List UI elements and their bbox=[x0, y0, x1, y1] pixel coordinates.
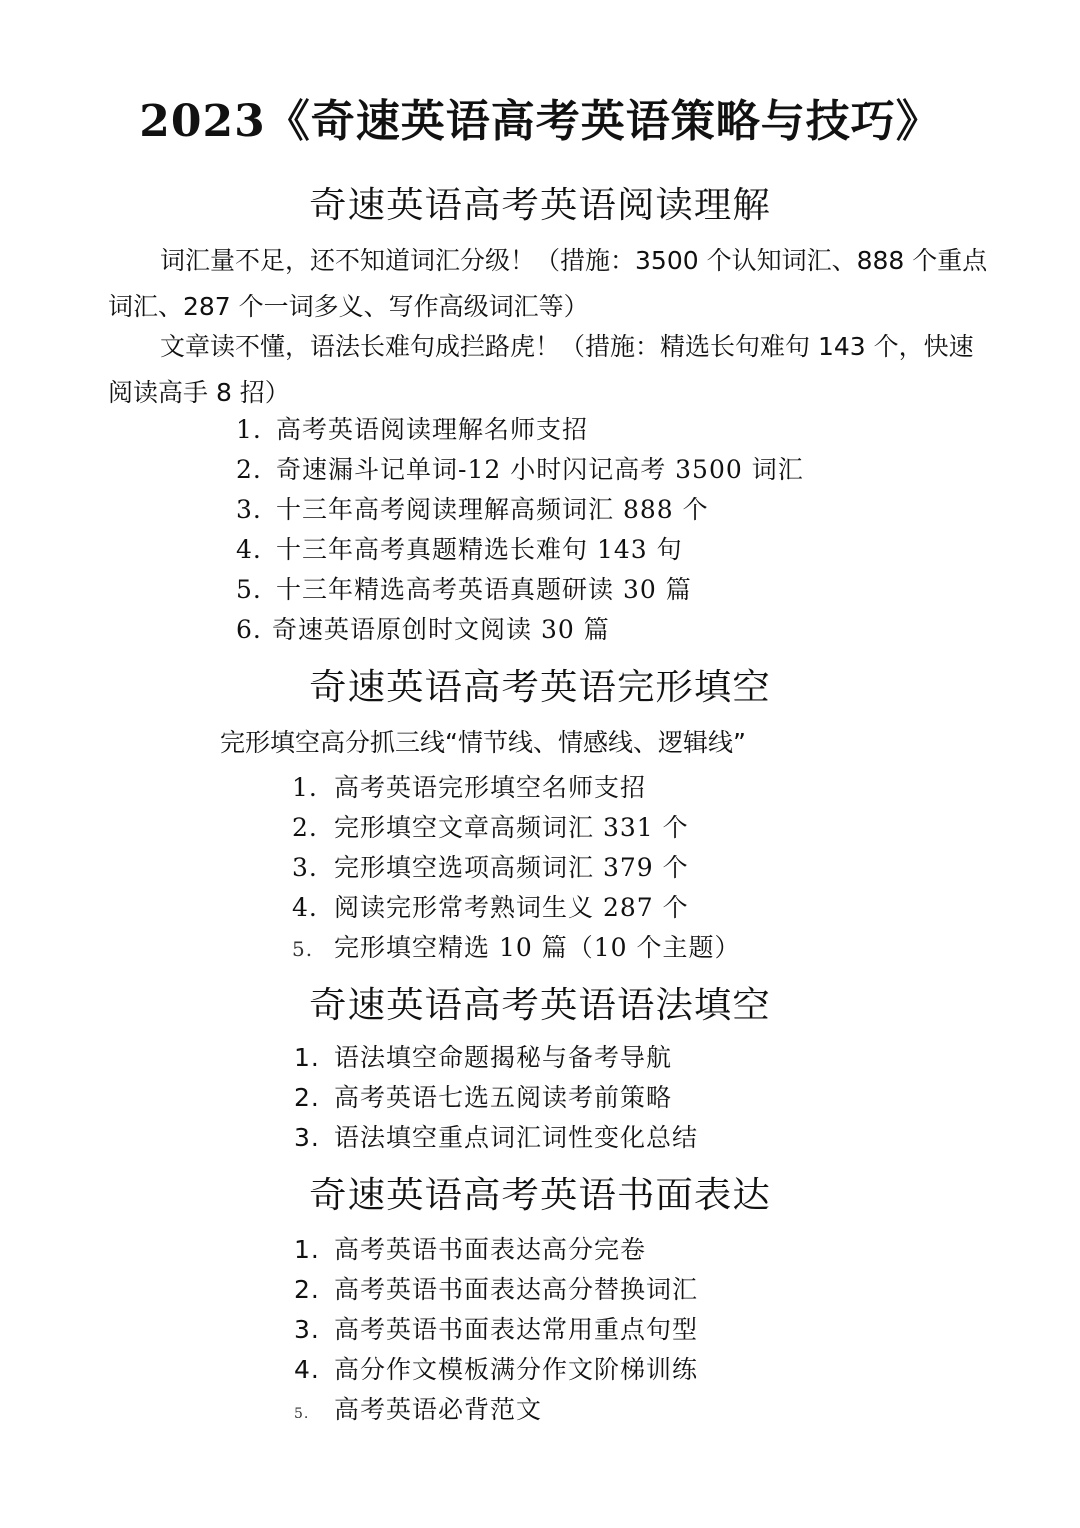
list-item bbox=[236, 530, 683, 570]
list-item-number: 2. bbox=[294, 1275, 320, 1304]
list-item bbox=[294, 1270, 698, 1310]
list-item-number: 2. bbox=[294, 1083, 320, 1112]
list-item-number: 3. bbox=[236, 495, 262, 524]
list-item bbox=[236, 450, 804, 490]
list-item-text: 十三年高考阅读理解高频词汇 888 个 bbox=[276, 495, 709, 524]
list-item-text: 高考英语阅读理解名师支招 bbox=[276, 415, 589, 444]
list-item-number: 1. bbox=[294, 1043, 320, 1072]
list-item-text: 高分作文模板满分作文阶梯训练 bbox=[334, 1355, 699, 1384]
list-item-text: 十三年高考真题精选长难句 143 句 bbox=[276, 535, 683, 564]
list-item-text: 奇速漏斗记单词-12 小时闪记高考 3500 词汇 bbox=[276, 455, 804, 484]
list-item-text: 十三年精选高考英语真题研读 30 篇 bbox=[276, 575, 692, 604]
paragraph-long-sentences: 文章读不懂，语法长难句成拦路虎！（措施：精选长句难句 143 个，快速阅读高手 8 招） bbox=[108, 332, 974, 407]
list-item-text: 高考英语书面表达高分替换词汇 bbox=[334, 1275, 699, 1304]
list-item-number: 4. bbox=[294, 1355, 320, 1384]
list-item-text: 完形填空精选 10 篇（10 个主题） bbox=[334, 933, 741, 962]
list-item bbox=[294, 1078, 672, 1118]
list-item-number: 1. bbox=[294, 1235, 320, 1264]
list-item bbox=[294, 1390, 542, 1434]
list-item bbox=[294, 1350, 698, 1390]
list-item-text: 语法填空命题揭秘与备考导航 bbox=[334, 1043, 673, 1072]
list-item bbox=[292, 768, 646, 808]
section-heading-reading: 奇速英语高考英语阅读理解 bbox=[309, 185, 771, 226]
list-item bbox=[236, 570, 692, 610]
list-item-number: 5. bbox=[294, 1406, 310, 1422]
list-item bbox=[294, 1038, 672, 1078]
list-item bbox=[292, 928, 740, 969]
list-item bbox=[236, 490, 709, 530]
list-item-text: 奇速英语原创时文阅读 30 篇 bbox=[272, 615, 610, 644]
list-item-number: 3. bbox=[294, 1123, 320, 1152]
list-item-number: 6. bbox=[236, 615, 262, 644]
paragraph-vocabulary: 词汇量不足，还不知道词汇分级！（措施：3500 个认知词汇、888 个重点词汇、287 个一词多义、写作高级词汇等） bbox=[108, 246, 988, 321]
list-item bbox=[292, 848, 689, 888]
list-item-number: 1. bbox=[292, 773, 318, 802]
section-heading-grammar: 奇速英语高考英语语法填空 bbox=[309, 985, 771, 1026]
list-item-number: 2. bbox=[236, 455, 262, 484]
section-heading-writing: 奇速英语高考英语书面表达 bbox=[309, 1175, 771, 1216]
list-item-number: 5. bbox=[292, 937, 314, 961]
list-item bbox=[236, 610, 610, 650]
list-item bbox=[292, 888, 689, 928]
list-item-text: 语法填空重点词汇词性变化总结 bbox=[334, 1123, 699, 1152]
list-item bbox=[292, 808, 689, 848]
list-item-number: 3. bbox=[292, 853, 318, 882]
list-item-number: 4. bbox=[292, 893, 318, 922]
list-item bbox=[294, 1310, 698, 1350]
list-item-text: 高考英语书面表达高分完卷 bbox=[334, 1235, 647, 1264]
list-item-number: 1. bbox=[236, 415, 262, 444]
list-item-number: 3. bbox=[294, 1315, 320, 1344]
list-item-text: 高考英语完形填空名师支招 bbox=[334, 773, 647, 802]
list-item-text: 完形填空文章高频词汇 331 个 bbox=[334, 813, 689, 842]
section-subtitle-cloze: 完形填空高分抓三线“情节线、情感线、逻辑线” bbox=[220, 728, 746, 757]
list-item bbox=[236, 410, 588, 450]
list-item bbox=[294, 1118, 698, 1158]
page-title: 2023《奇速英语高考英语策略与技巧》 bbox=[139, 96, 941, 147]
list-item-text: 阅读完形常考熟词生义 287 个 bbox=[334, 893, 689, 922]
section-heading-cloze: 奇速英语高考英语完形填空 bbox=[309, 667, 771, 708]
list-item-text: 高考英语必背范文 bbox=[334, 1395, 543, 1424]
list-item-text: 高考英语书面表达常用重点句型 bbox=[334, 1315, 699, 1344]
list-item-text: 高考英语七选五阅读考前策略 bbox=[334, 1083, 673, 1112]
list-item bbox=[294, 1230, 646, 1270]
list-item-number: 2. bbox=[292, 813, 318, 842]
list-item-number: 4. bbox=[236, 535, 262, 564]
list-item-text: 完形填空选项高频词汇 379 个 bbox=[334, 853, 689, 882]
list-item-number: 5. bbox=[236, 575, 262, 604]
